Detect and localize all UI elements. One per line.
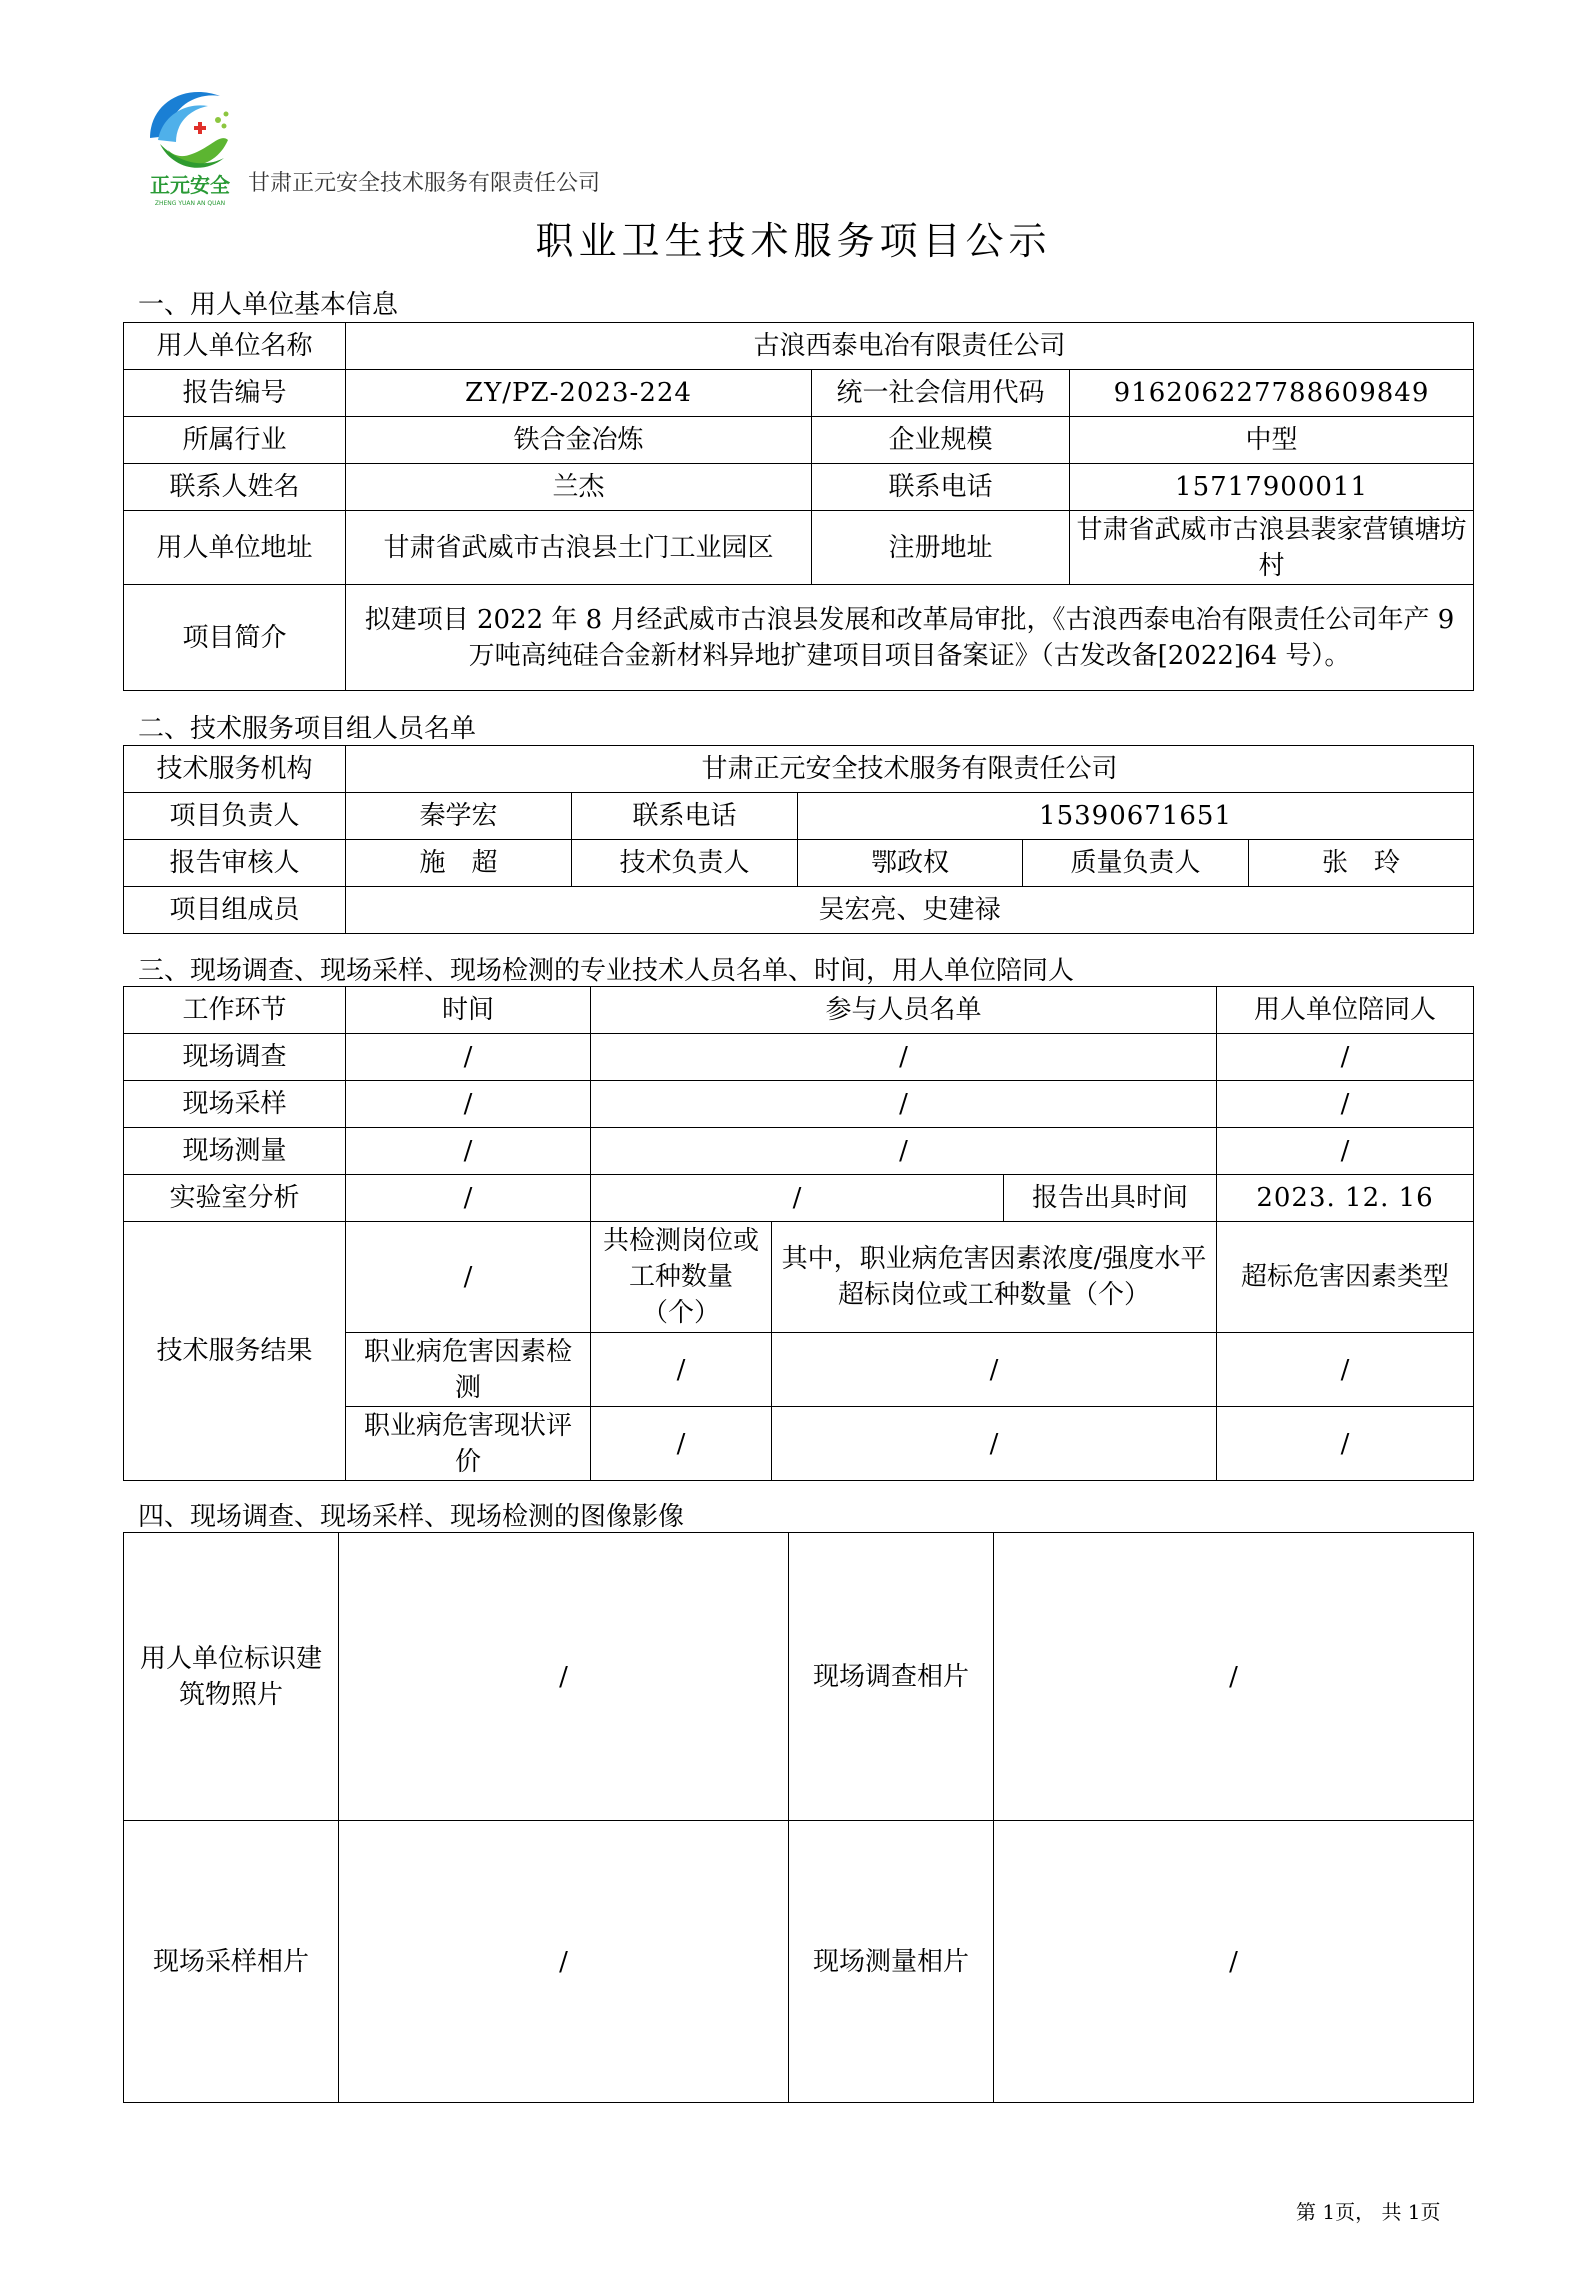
column-header: 参与人员名单 — [591, 987, 1217, 1034]
stage-cell: 现场调查 — [124, 1034, 346, 1081]
column-header: 用人单位陪同人 — [1217, 987, 1474, 1034]
people-cell: / — [591, 1128, 1217, 1175]
label: 项目简介 — [124, 585, 346, 691]
label: 用人单位名称 — [124, 323, 346, 370]
section-4-heading: 四、现场调查、现场采样、现场检测的图像影像 — [138, 1502, 685, 1532]
svg-text:正元安全: 正元安全 — [150, 173, 230, 197]
photo-cell: / — [994, 1533, 1474, 1821]
quality-lead-value: 张 玲 — [1249, 840, 1474, 887]
label: 技术服务机构 — [124, 746, 346, 793]
count-cell: / — [591, 1333, 772, 1407]
label: 所属行业 — [124, 417, 346, 464]
address-value: 甘肃省武威市古浪县土门工业园区 — [346, 511, 812, 585]
escort-cell: / — [1217, 1034, 1474, 1081]
column-header: 其中，职业病危害因素浓度/强度水平超标岗位或工种数量（个） — [772, 1222, 1217, 1333]
label: 注册地址 — [812, 511, 1070, 585]
result-item-cell: 职业病危害现状评价 — [346, 1407, 591, 1481]
column-header: 时间 — [346, 987, 591, 1034]
table-row — [124, 1081, 1474, 1128]
label: 联系电话 — [572, 793, 798, 840]
escort-cell: / — [1217, 1081, 1474, 1128]
label: 联系电话 — [812, 464, 1070, 511]
label: 现场调查相片 — [789, 1533, 994, 1821]
leader-value: 秦学宏 — [346, 793, 572, 840]
photo-cell: / — [339, 1821, 789, 2103]
photo-table — [123, 1532, 1474, 2103]
section-1-heading: 一、用人单位基本信息 — [138, 290, 399, 320]
leader-phone-value: 15390671651 — [798, 793, 1474, 840]
label: 用人单位标识建筑物照片 — [124, 1533, 339, 1821]
type-cell: / — [1217, 1407, 1474, 1481]
label: 报告出具时间 — [1004, 1175, 1217, 1222]
org-value: 甘肃正元安全技术服务有限责任公司 — [346, 746, 1474, 793]
label: 用人单位地址 — [124, 511, 346, 585]
project-summary: 拟建项目 2022 年 8 月经武威市古浪县发展和改革局审批，《古浪西泰电冶有限责任公司年产 9 万吨高纯硅合金新材料异地扩建项目项目备案证》（古发改备[2022]64 号）。 — [346, 585, 1474, 691]
label: 现场测量相片 — [789, 1821, 994, 2103]
contact-value: 兰杰 — [346, 464, 812, 511]
tech-lead-value: 鄂政权 — [798, 840, 1023, 887]
label: 实验室分析 — [124, 1175, 346, 1222]
table-row — [124, 1034, 1474, 1081]
time-cell: / — [346, 1081, 591, 1128]
people-cell: / — [591, 1034, 1217, 1081]
result-item-cell: 职业病危害因素检测 — [346, 1333, 591, 1407]
photo-cell: / — [339, 1533, 789, 1821]
section-2-heading: 二、技术服务项目组人员名单 — [138, 714, 477, 744]
label: 联系人姓名 — [124, 464, 346, 511]
label: 技术服务结果 — [124, 1222, 346, 1481]
table-row — [124, 1128, 1474, 1175]
industry-value: 铁合金冶炼 — [346, 417, 812, 464]
fieldwork-table — [123, 986, 1474, 1481]
label: 项目组成员 — [124, 887, 346, 934]
label: 现场采样相片 — [124, 1821, 339, 2103]
count-cell: / — [591, 1407, 772, 1481]
label: 质量负责人 — [1023, 840, 1249, 887]
exceed-cell: / — [772, 1407, 1217, 1481]
type-cell: / — [1217, 1333, 1474, 1407]
column-header: 共检测岗位或工种数量（个） — [591, 1222, 772, 1333]
time-cell: / — [346, 1128, 591, 1175]
company-name: 甘肃正元安全技术服务有限责任公司 — [248, 171, 601, 196]
result-blank-cell: / — [346, 1222, 591, 1333]
team-table — [123, 745, 1474, 934]
members-value: 吴宏亮、史建禄 — [346, 887, 1474, 934]
basic-info-table — [123, 322, 1474, 691]
stage-cell: 现场测量 — [124, 1128, 346, 1175]
stage-cell: 现场采样 — [124, 1081, 346, 1128]
svg-text:ZHENG YUAN AN QUAN: ZHENG YUAN AN QUAN — [154, 200, 226, 207]
column-header: 超标危害因素类型 — [1217, 1222, 1474, 1333]
report-no-value: ZY/PZ-2023-224 — [346, 370, 812, 417]
page-title: 职业卫生技术服务项目公示 — [535, 219, 1052, 263]
lab-time-cell: / — [346, 1175, 591, 1222]
issue-date-value: 2023. 12. 16 — [1217, 1175, 1474, 1222]
escort-cell: / — [1217, 1128, 1474, 1175]
label: 项目负责人 — [124, 793, 346, 840]
letterhead — [140, 78, 840, 208]
label: 企业规模 — [812, 417, 1070, 464]
label: 技术负责人 — [572, 840, 798, 887]
unit-name-value: 古浪西泰电冶有限责任公司 — [346, 323, 1474, 370]
page-number: 第 1页， 共 1页 — [1296, 2200, 1441, 2224]
company-logo-icon — [140, 78, 240, 208]
credit-code-value: 916206227788609849 — [1070, 370, 1474, 417]
scale-value: 中型 — [1070, 417, 1474, 464]
label: 报告编号 — [124, 370, 346, 417]
reviewer-value: 施 超 — [346, 840, 572, 887]
exceed-cell: / — [772, 1333, 1217, 1407]
label: 统一社会信用代码 — [812, 370, 1070, 417]
phone-value: 15717900011 — [1070, 464, 1474, 511]
time-cell: / — [346, 1034, 591, 1081]
section-3-heading: 三、现场调查、现场采样、现场检测的专业技术人员名单、时间，用人单位陪同人 — [138, 956, 1075, 986]
people-cell: / — [591, 1081, 1217, 1128]
label: 报告审核人 — [124, 840, 346, 887]
lab-people-cell: / — [591, 1175, 1004, 1222]
photo-cell: / — [994, 1821, 1474, 2103]
reg-address-value: 甘肃省武威市古浪县裴家营镇塘坊村 — [1070, 511, 1474, 585]
column-header: 工作环节 — [124, 987, 346, 1034]
